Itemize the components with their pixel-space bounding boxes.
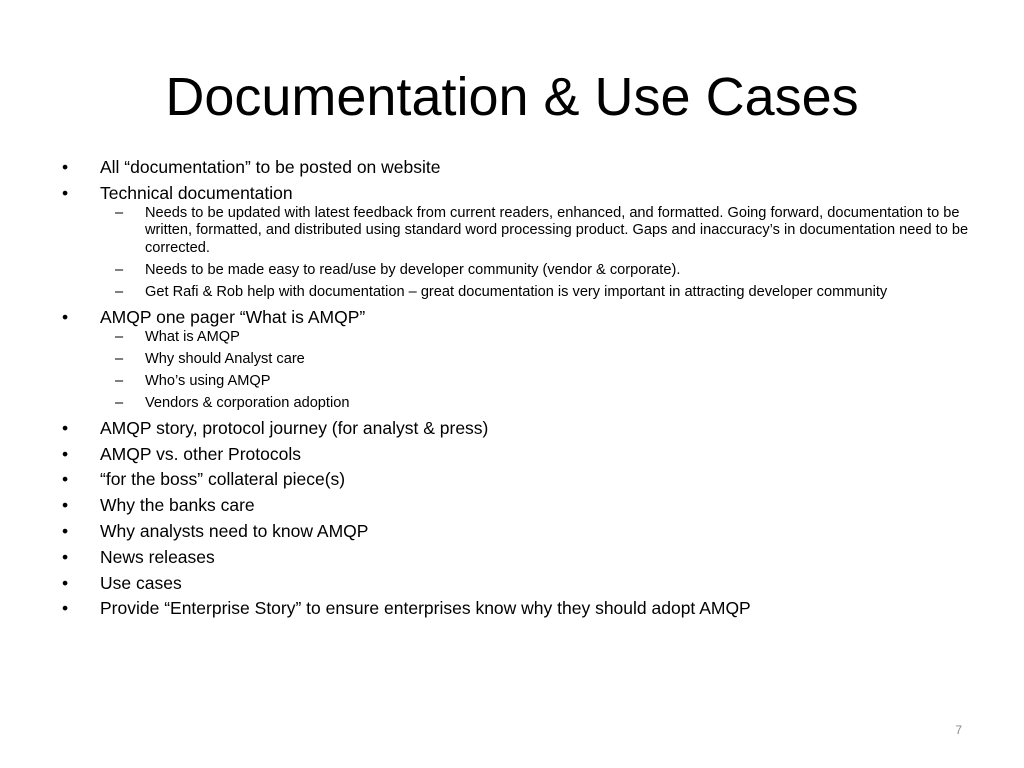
bullet-item xyxy=(62,443,972,465)
bullet-item xyxy=(62,156,972,178)
bullet-marker: • xyxy=(62,182,69,203)
dash-marker: – xyxy=(115,394,124,411)
bullet-item xyxy=(62,597,972,619)
bullet-item xyxy=(62,572,972,594)
sub-bullet-text: Why should Analyst care xyxy=(145,350,305,367)
sub-bullet-item xyxy=(100,373,972,391)
dash-marker: – xyxy=(115,283,124,300)
bullet-marker: • xyxy=(62,572,69,593)
bullet-list xyxy=(62,156,972,619)
bullet-item xyxy=(62,494,972,516)
bullet-marker: • xyxy=(62,306,69,327)
bullet-text: Technical documentation xyxy=(100,182,293,203)
bullet-text: Why analysts need to know AMQP xyxy=(100,520,369,541)
bullet-item xyxy=(62,468,972,490)
dash-marker: – xyxy=(115,372,124,389)
sub-bullet-item xyxy=(100,284,972,302)
slide-content xyxy=(62,156,972,623)
bullet-text: “for the boss” collateral piece(s) xyxy=(100,469,346,490)
bullet-text: AMQP vs. other Protocols xyxy=(100,443,302,464)
bullet-item xyxy=(62,306,972,413)
dash-marker: – xyxy=(115,261,124,278)
slide-title: Documentation & Use Cases xyxy=(165,67,859,127)
sub-bullet-item xyxy=(100,205,972,258)
bullet-marker: • xyxy=(62,157,69,177)
bullet-marker: • xyxy=(62,417,69,438)
bullet-marker: • xyxy=(62,520,69,541)
sub-bullet-text: Who’s using AMQP xyxy=(145,372,271,389)
bullet-marker: • xyxy=(62,598,69,619)
bullet-text: Use cases xyxy=(100,572,182,593)
sub-bullet-item xyxy=(100,351,972,369)
bullet-text: News releases xyxy=(100,546,215,567)
page-number: 7 xyxy=(955,723,962,737)
bullet-item xyxy=(62,520,972,542)
sub-bullet-list xyxy=(100,205,972,302)
sub-bullet-item xyxy=(100,262,972,280)
bullet-text: Provide “Enterprise Story” to ensure enterprises know why they should adopt AMQP xyxy=(100,598,751,619)
sub-bullet-list xyxy=(100,329,972,413)
sub-bullet-text: Needs to be updated with latest feedback from current readers, enhanced, and formatted. Going forward, documentation to be written, formatted, and distributed using standard word processing product. Gaps and inaccuracy’s in documentation need to be corrected. xyxy=(145,204,969,256)
dash-marker: – xyxy=(115,204,124,221)
bullet-marker: • xyxy=(62,546,69,567)
bullet-item xyxy=(62,417,972,439)
sub-bullet-item xyxy=(100,329,972,347)
bullet-marker: • xyxy=(62,469,69,490)
bullet-text: AMQP one pager “What is AMQP” xyxy=(100,306,366,327)
sub-bullet-text: What is AMQP xyxy=(145,328,240,345)
bullet-marker: • xyxy=(62,495,69,516)
sub-bullet-text: Vendors & corporation adoption xyxy=(145,394,350,411)
bullet-item xyxy=(62,546,972,568)
sub-bullet-text: Needs to be made easy to read/use by developer community (vendor & corporate). xyxy=(145,261,681,278)
dash-marker: – xyxy=(115,328,124,345)
bullet-text: All “documentation” to be posted on website xyxy=(100,157,441,177)
sub-bullet-item xyxy=(100,395,972,413)
dash-marker: – xyxy=(115,350,124,367)
bullet-item xyxy=(62,182,972,302)
bullet-text: AMQP story, protocol journey (for analyst & press) xyxy=(100,417,489,438)
bullet-marker: • xyxy=(62,443,69,464)
bullet-text: Why the banks care xyxy=(100,495,255,516)
sub-bullet-text: Get Rafi & Rob help with documentation – great documentation is very important in attracting developer community xyxy=(145,283,888,300)
